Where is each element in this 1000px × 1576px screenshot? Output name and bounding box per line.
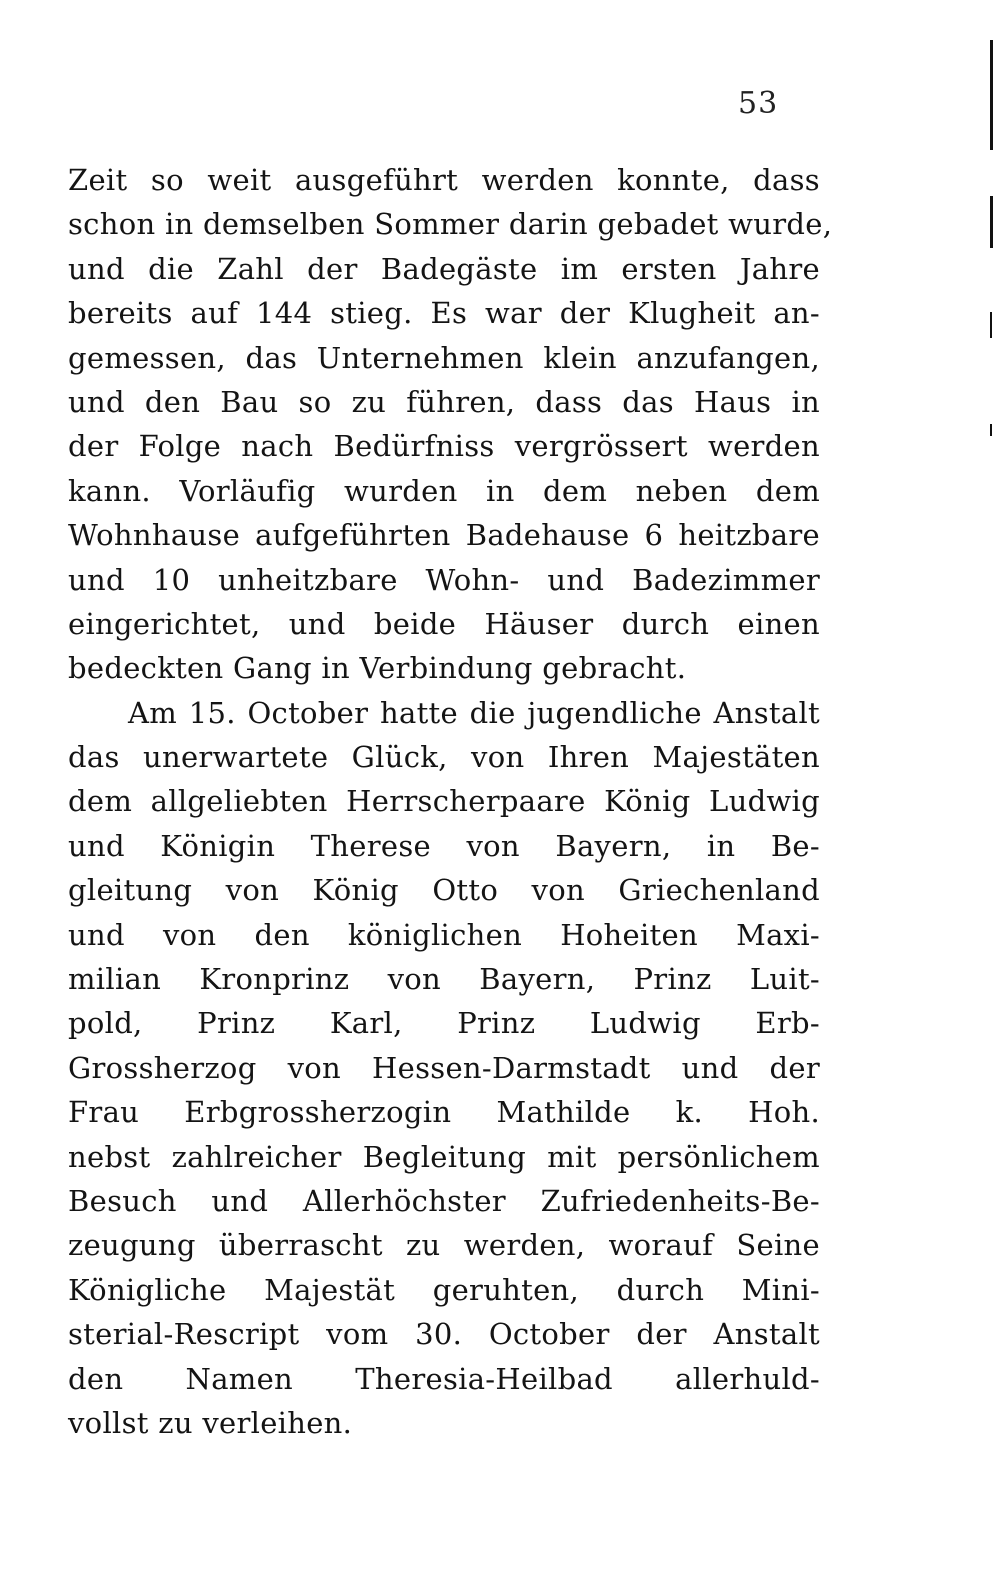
scan-edge-bar bbox=[990, 424, 992, 436]
text-line: gleitung von König Otto von Griechenland bbox=[68, 873, 820, 908]
text-line: und die Zahl der Badegäste im ersten Jahre bbox=[68, 251, 820, 286]
text-line: Zeit so weit ausgeführt werden konnte, dass bbox=[68, 163, 820, 197]
text-line: Grossherzog von Hessen-Darmstadt und der bbox=[68, 1050, 820, 1085]
text-line: dem allgeliebten Herrscherpaare König Ludwig bbox=[68, 784, 820, 819]
scan-edge-bar bbox=[990, 40, 993, 150]
text-line: und von den königlichen Hoheiten Maxi- bbox=[68, 917, 820, 952]
text-line: eingerichtet, und beide Häuser durch einen bbox=[68, 606, 820, 641]
text-line: kann. Vorläufig wurden in dem neben dem bbox=[68, 473, 820, 508]
scan-edge-bar bbox=[990, 312, 992, 338]
page-number: 53 bbox=[738, 86, 779, 121]
text-line: und Königin Therese von Bayern, in Be- bbox=[68, 828, 820, 863]
text-line: und 10 unheitzbare Wohn- und Badezimmer bbox=[68, 562, 820, 597]
text-line: das unerwartete Glück, von Ihren Majestäten bbox=[68, 740, 820, 775]
text-line: zeugung überrascht zu werden, worauf Seine bbox=[68, 1228, 820, 1263]
text-line: sterial-Rescript vom 30. October der Anstalt bbox=[68, 1317, 820, 1352]
text-line: gemessen, das Unternehmen klein anzufangen, bbox=[68, 340, 820, 375]
text-line: Besuch und Allerhöchster Zufriedenheits-Be- bbox=[68, 1183, 820, 1218]
text-line: schon in demselben Sommer darin gebadet wurde, bbox=[68, 207, 833, 242]
text-line: der Folge nach Bedürfniss vergrössert werden bbox=[68, 429, 820, 464]
text-line: Königliche Majestät geruhten, durch Mini- bbox=[68, 1272, 820, 1307]
text-line: Frau Erbgrossherzogin Mathilde k. Hoh. bbox=[68, 1095, 820, 1130]
paragraph-start-line: Am 15. October hatte die jugendliche Anstalt bbox=[128, 695, 820, 730]
text-line: milian Kronprinz von Bayern, Prinz Luit- bbox=[68, 962, 820, 997]
paragraph-end-line: bedeckten Gang in Verbindung gebracht. bbox=[68, 651, 687, 686]
text-line: pold, Prinz Karl, Prinz Ludwig Erb- bbox=[68, 1006, 820, 1041]
text-line: bereits auf 144 stieg. Es war der Klugheit an- bbox=[68, 296, 820, 331]
scan-edge-shadow bbox=[986, 0, 1000, 1576]
scan-edge-bar bbox=[990, 196, 993, 248]
body-text bbox=[68, 158, 833, 1445]
text-line: den Namen Theresia-Heilbad allerhuld- bbox=[68, 1361, 820, 1396]
text-line: Wohnhause aufgeführten Badehause 6 heitzbare bbox=[68, 518, 820, 553]
paragraph-end-line: vollst zu verleihen. bbox=[68, 1405, 353, 1440]
text-line: nebst zahlreicher Begleitung mit persönlichem bbox=[68, 1139, 820, 1174]
text-line: und den Bau so zu führen, dass das Haus in bbox=[68, 384, 820, 419]
